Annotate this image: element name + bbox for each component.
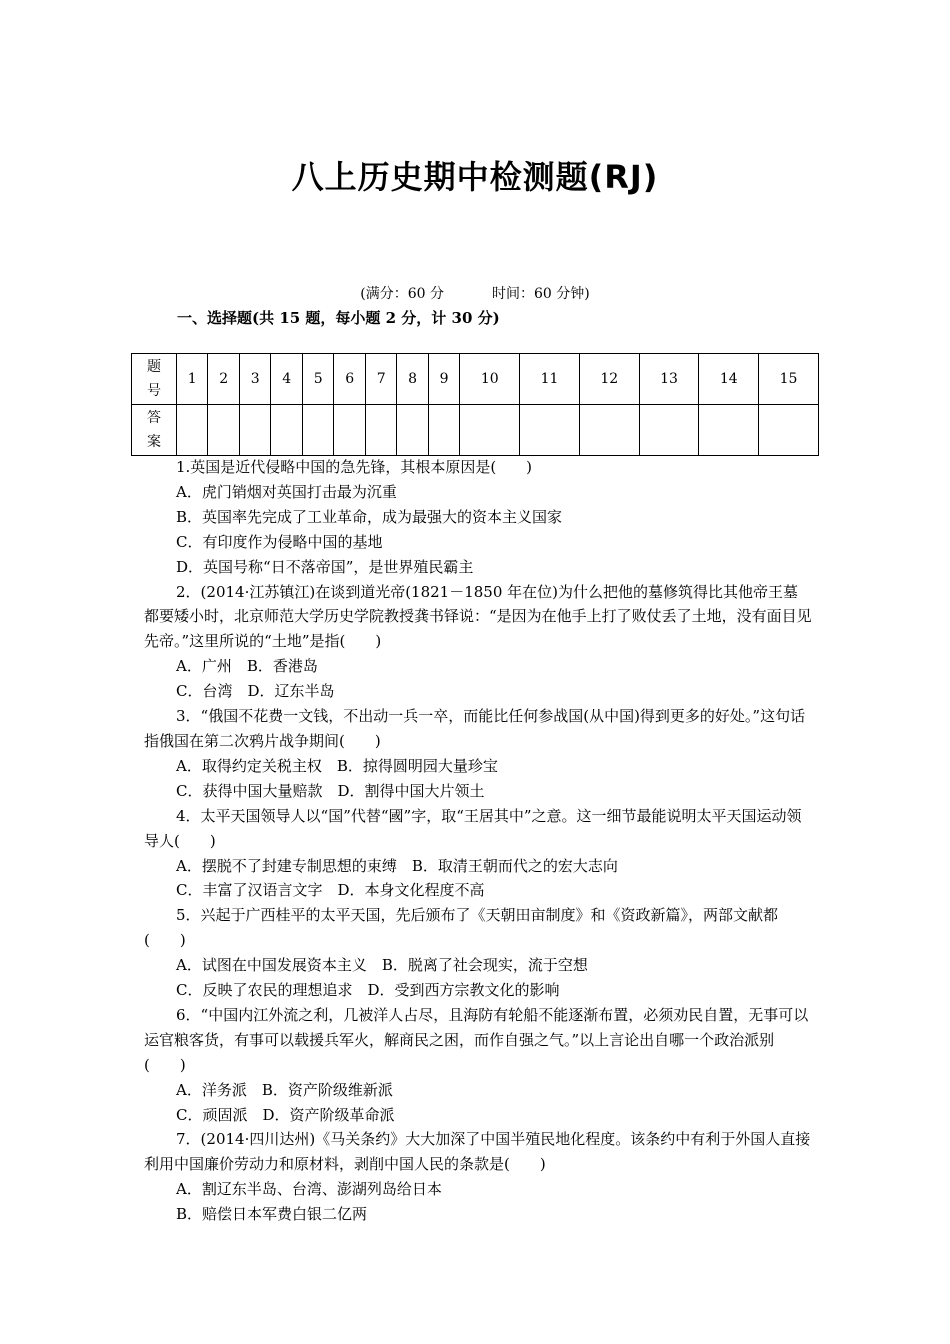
answer-cell[interactable] bbox=[520, 405, 580, 456]
question-stem: 5．兴起于广西桂平的太平天国，先后颁布了《天朝田亩制度》和《资政新篇》，两部文献都( ) bbox=[144, 906, 779, 950]
question-stem: 3．“俄国不花费一文钱，不出动一兵一卒，而能比任何参战国(从中国)得到更多的好处。”这句话指俄国在第二次鸦片战争期间( ) bbox=[144, 707, 806, 750]
answer-table bbox=[131, 353, 819, 456]
number-cell: 6 bbox=[334, 354, 365, 405]
exam-time: 时间：60 分钟) bbox=[492, 286, 590, 302]
number-cell: 4 bbox=[271, 354, 302, 405]
exam-meta bbox=[0, 283, 950, 303]
answer-option: A．洋务派 B．资产阶级维新派 bbox=[176, 1080, 393, 1099]
question-stem: 1.英国是近代侵略中国的急先锋，其根本原因是( ) bbox=[176, 458, 533, 476]
answer-cell[interactable] bbox=[428, 405, 459, 456]
question-stem: 2．(2014·江苏镇江)在谈到道光帝(1821－1850 年在位)为什么把他的墓修筑得比其他帝王墓都要矮小时，北京师范大学历史学院教授龚书铎说：“是因为在他手上打了败仗丢了土地，没有面目见先帝。”这里所说的“土地”是指( ) bbox=[144, 582, 812, 651]
answer-option: D．英国号称“日不落帝国”，是世界殖民霸主 bbox=[176, 557, 474, 576]
question-stem: 4．太平天国领导人以“国”代替“國”字，取“王居其中”之意。这一细节最能说明太平天国运动领导人( ) bbox=[144, 806, 802, 850]
answer-option: C．有印度作为侵略中国的基地 bbox=[176, 532, 383, 551]
answer-cell[interactable] bbox=[334, 405, 365, 456]
number-cell: 8 bbox=[397, 354, 428, 405]
question-stem: 6．“中国内江外流之利，几被洋人占尽，且海防有轮船不能逐渐布置，必须劝民自置，无事可以运官粮客货，有事可以载援兵军火，解商民之困，而作自强之气。”以上言论出自哪一个政治派别( ) bbox=[144, 1005, 809, 1074]
number-cell: 11 bbox=[520, 354, 580, 405]
answer-option: A．割辽东半岛、台湾、澎湖列岛给日本 bbox=[176, 1180, 442, 1199]
number-cell: 7 bbox=[365, 354, 396, 405]
answer-cell[interactable] bbox=[271, 405, 302, 456]
answer-cell[interactable] bbox=[699, 405, 759, 456]
number-cell: 2 bbox=[208, 354, 239, 405]
number-cell: 1 bbox=[177, 354, 208, 405]
number-cell: 12 bbox=[579, 354, 639, 405]
answer-option: A．虎门销烟对英国打击最为沉重 bbox=[176, 482, 397, 501]
question-number-row bbox=[132, 354, 819, 405]
answer-option: C．反映了农民的理想追求 D．受到西方宗教文化的影响 bbox=[176, 981, 560, 1000]
number-cell: 5 bbox=[302, 354, 333, 405]
number-label: 题 号 bbox=[132, 354, 177, 405]
answer-cell[interactable] bbox=[759, 405, 819, 456]
question-list bbox=[144, 455, 812, 1227]
answer-cell[interactable] bbox=[239, 405, 270, 456]
answer-cell[interactable] bbox=[365, 405, 396, 456]
answer-cell[interactable] bbox=[208, 405, 239, 456]
answer-option: A．试图在中国发展资本主义 B．脱离了社会现实，流于空想 bbox=[176, 956, 588, 975]
answer-cell[interactable] bbox=[302, 405, 333, 456]
answer-label: 答 案 bbox=[132, 405, 177, 456]
page-title: 八上历史期中检测题(RJ) bbox=[291, 158, 659, 196]
answer-option: C．顽固派 D．资产阶级革命派 bbox=[176, 1105, 395, 1124]
answer-cell[interactable] bbox=[639, 405, 699, 456]
answer-option: A．摆脱不了封建专制思想的束缚 B．取清王朝而代之的宏大志向 bbox=[176, 856, 618, 875]
section-heading: 一、选择题(共 15 题，每小题 2 分，计 30 分) bbox=[177, 309, 500, 327]
number-cell: 10 bbox=[460, 354, 520, 405]
answer-cell[interactable] bbox=[177, 405, 208, 456]
number-cell: 13 bbox=[639, 354, 699, 405]
number-cell: 14 bbox=[699, 354, 759, 405]
answer-cell[interactable] bbox=[397, 405, 428, 456]
answer-option: C．台湾 D．辽东半岛 bbox=[176, 682, 335, 701]
number-cell: 15 bbox=[759, 354, 819, 405]
number-cell: 9 bbox=[428, 354, 459, 405]
answer-option: A．取得约定关税主权 B．掠得圆明园大量珍宝 bbox=[176, 756, 498, 775]
answer-option: B．英国率先完成了工业革命，成为最强大的资本主义国家 bbox=[176, 507, 563, 526]
answer-option: C．丰富了汉语言文字 D．本身文化程度不高 bbox=[176, 881, 485, 900]
answer-cell[interactable] bbox=[579, 405, 639, 456]
question-stem: 7．(2014·四川达州)《马关条约》大大加深了中国半殖民地化程度。该条约中有利于外国人直接利用中国廉价劳动力和原材料，剥削中国人民的条款是( ) bbox=[144, 1130, 811, 1174]
answer-cell[interactable] bbox=[460, 405, 520, 456]
answer-option: C．获得中国大量赔款 D．割得中国大片领土 bbox=[176, 781, 485, 800]
number-cell: 3 bbox=[239, 354, 270, 405]
answer-row bbox=[132, 405, 819, 456]
full-score: (满分：60 分 bbox=[360, 286, 444, 302]
answer-option: A．广州 B．香港岛 bbox=[176, 657, 318, 676]
answer-option: B．赔偿日本军费白银二亿两 bbox=[176, 1205, 368, 1224]
